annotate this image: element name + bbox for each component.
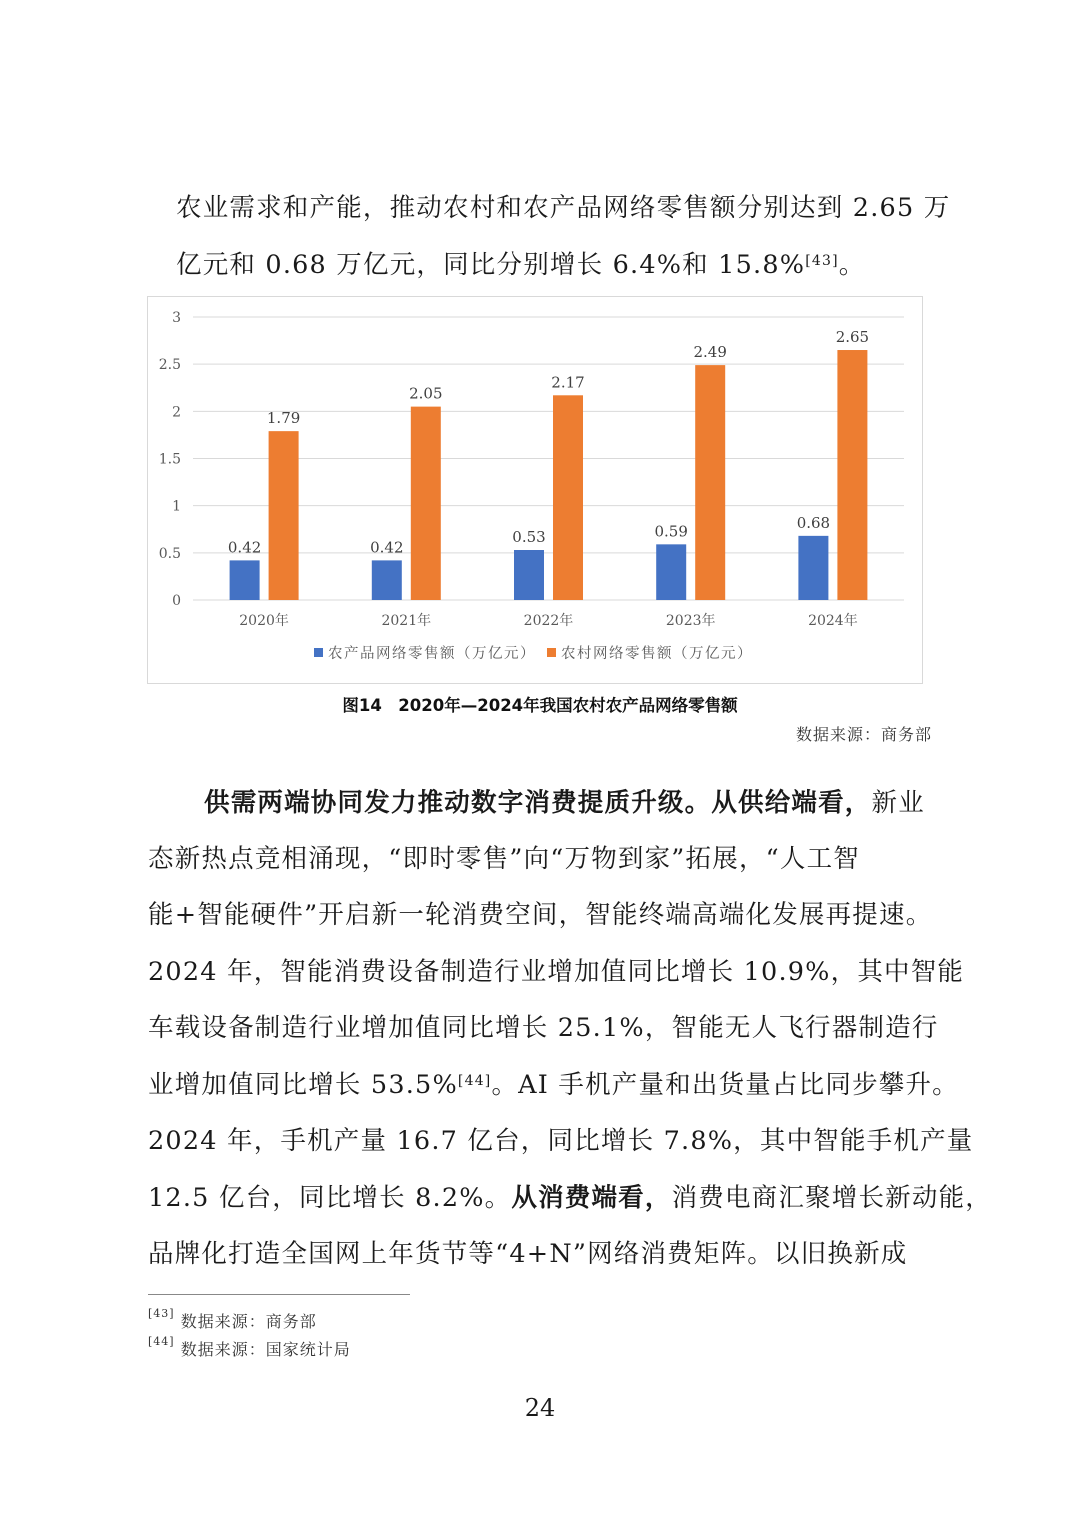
data-label: 0.42 [227,538,262,557]
x-tick-label: 2020年 [239,613,289,629]
bar-rural [837,350,867,600]
bar-rural [695,365,725,600]
body-bold-heading: 供需两端协同发力推动数字消费提质升级。从供给端看， [204,788,872,818]
body-line-2: 态新热点竞相涌现，“即时零售”向“万物到家”拓展，“人工智 [148,844,860,874]
data-label: 2.17 [551,373,585,392]
footnote-43-text: 数据来源：商务部 [180,1312,317,1331]
data-label: 2.49 [693,343,727,362]
footnote-divider [148,1294,410,1295]
footnote-44 [148,1337,351,1360]
data-label: 1.79 [266,409,301,428]
legend-label-rural: 农村网络零售额（万亿元） [561,646,753,662]
body-line-8-a: 12.5 亿台，同比增长 8.2%。 [148,1183,512,1213]
intro-line-2-text: 亿元和 0.68 万亿元，同比分别增长 6.4%和 15.8% [176,250,806,280]
y-tick-label: 0 [172,593,181,609]
data-label: 0.53 [512,528,546,547]
data-label: 2.65 [835,328,870,347]
body-line-4: 2024 年，智能消费设备制造行业增加值同比增长 10.9%，其中智能 [148,957,965,987]
body-line-5: 车载设备制造行业增加值同比增长 25.1%，智能无人飞行器制造行 [148,1013,939,1043]
x-tick-label: 2023年 [665,613,716,629]
page-number: 24 [524,1394,556,1422]
footnote-44-text: 数据来源：国家统计局 [180,1340,351,1359]
bar-agri [230,560,260,600]
footnote-43 [148,1309,317,1332]
x-tick-label: 2024年 [808,613,858,629]
legend-swatch-agri [314,648,323,657]
intro-line-1: 农业需求和产能，推动农村和农产品网络零售额分别达到 2.65 万 [176,193,951,223]
bar-agri [372,560,402,600]
bar-chart [147,296,923,684]
y-tick-label: 1 [172,498,181,515]
footnote-44-ref: [44] [148,1335,175,1348]
body-bold-consumption: 从消费端看， [511,1183,672,1213]
data-label: 0.42 [370,538,404,557]
data-label: 2.05 [409,384,443,403]
legend-label-agri: 农产品网络零售额（万亿元） [328,646,536,662]
citation-43: [43] [805,253,839,269]
figure-caption: 图14 2020年—2024年我国农村农产品网络零售额 [342,696,738,715]
y-tick-label: 0.5 [158,545,181,562]
footnote-43-ref: [43] [148,1307,175,1320]
body-line-3: 能+智能硬件”开启新一轮消费空间，智能终端高端化发展再提速。 [148,900,933,930]
bar-agri [514,550,544,600]
y-tick-label: 3 [172,310,181,326]
figure-source: 数据来源：商务部 [795,725,932,744]
body-line-1 [204,788,925,818]
legend-swatch-rural [547,648,556,657]
body-line-7: 2024 年，手机产量 16.7 亿台，同比增长 7.8%，其中智能手机产量 [148,1126,974,1156]
intro-line-2 [176,250,865,280]
y-tick-label: 1.5 [158,451,181,468]
bar-rural [411,407,441,600]
x-tick-label: 2022年 [523,613,574,629]
bar-agri [656,544,686,600]
bar-agri [798,536,828,600]
bar-rural [553,395,583,600]
y-tick-label: 2 [172,404,181,421]
citation-44: [44] [457,1073,492,1089]
data-label: 0.68 [796,513,831,532]
body-line-6-text: 业增加值同比增长 53.5% [148,1070,458,1100]
body-line-9: 品牌化打造全国网上年货节等“4+N”网络消费矩阵。以旧换新成 [148,1239,908,1269]
intro-line-2-end: 。 [838,250,866,280]
x-tick-label: 2021年 [381,613,432,629]
body-line-6-end: 。AI 手机产量和出货量占比同步攀升。 [491,1070,959,1100]
body-line-8 [148,1183,992,1213]
body-line-1-rest: 新业 [871,788,925,818]
body-line-8-b: 消费电商汇聚增长新动能， [671,1183,992,1213]
y-tick-label: 2.5 [158,357,181,374]
bar-rural [269,431,299,600]
body-line-6 [148,1070,959,1100]
data-label: 0.59 [654,522,688,541]
chart-svg [148,297,924,685]
